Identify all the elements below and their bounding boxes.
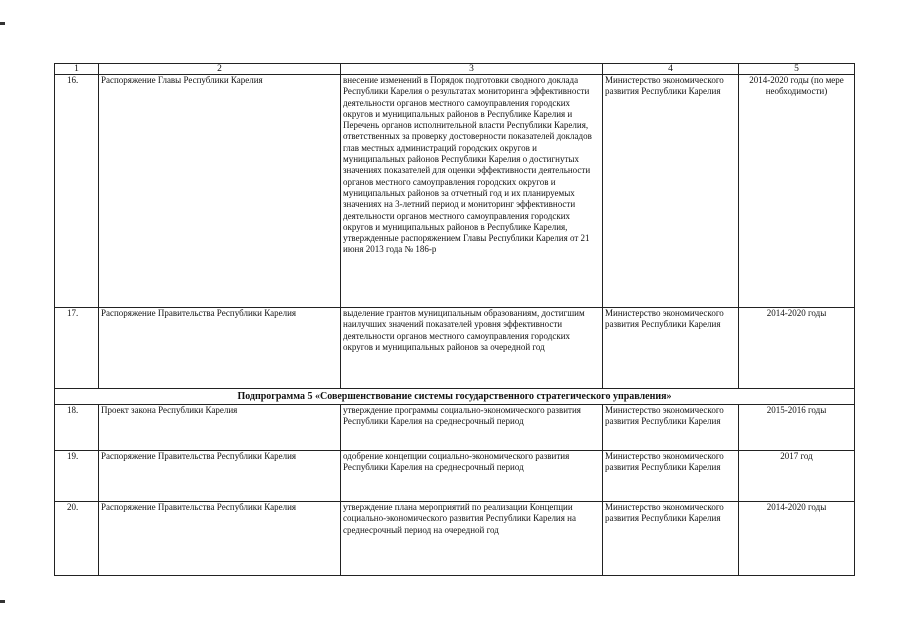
table-row bbox=[55, 308, 855, 389]
row-number: 19. bbox=[55, 451, 99, 502]
term: 2014-2020 годы (по мере необходимости) bbox=[739, 75, 855, 308]
header-cell: 2 bbox=[99, 64, 341, 75]
term: 2014-2020 годы bbox=[739, 308, 855, 389]
table-row bbox=[55, 502, 855, 576]
scan-margin-mark bbox=[0, 600, 5, 603]
row-number: 18. bbox=[55, 405, 99, 451]
executor: Министерство экономического развития Республики Карелия bbox=[603, 75, 739, 308]
executor: Министерство экономического развития Республики Карелия bbox=[603, 405, 739, 451]
document-type: Распоряжение Правительства Республики Карелия bbox=[99, 502, 341, 576]
table-row bbox=[55, 75, 855, 308]
row-number: 17. bbox=[55, 308, 99, 389]
document-type: Распоряжение Главы Республики Карелия bbox=[99, 75, 341, 308]
header-cell: 4 bbox=[603, 64, 739, 75]
table-row bbox=[55, 405, 855, 451]
header-cell: 3 bbox=[341, 64, 603, 75]
row-number: 16. bbox=[55, 75, 99, 308]
executor: Министерство экономического развития Республики Карелия bbox=[603, 502, 739, 576]
measure-content: выделение грантов муниципальным образованиям, достигшим наилучших значений показателей уровня эффективности деятельности органов местного самоуправления городских округов и муниципальных районов за очередной год bbox=[341, 308, 603, 389]
table-row bbox=[55, 451, 855, 502]
document-type: Распоряжение Правительства Республики Карелия bbox=[99, 451, 341, 502]
term: 2015-2016 годы bbox=[739, 405, 855, 451]
table-header-row bbox=[55, 64, 855, 75]
measure-content: одобрение концепции социально-экономического развития Республики Карелия на среднесрочный период bbox=[341, 451, 603, 502]
measure-content: внесение изменений в Порядок подготовки сводного доклада Республики Карелия о результатах мониторинга эффективности деятельности органов местного самоуправления городских округов и муниципальных районов в Республике Карелия и Перечень органов исполнительной власти Республики Карелия, ответственных за проверку достоверности показателей докладов глав местных администраций городских округов и муниципальных районов Республики Карелия о достигнутых значениях показателей для оценки эффективности деятельности органов местного самоуправления городских округов и муниципальных районов за отчетный год и их планируемых значениях на 3-летний период и мониторинг эффективности деятельности органов местного самоуправления городских округов и муниципальных районов в Республике Карелия, утвержденные распоряжением Главы Республики Карелия от 21 июня 2013 года № 186-р bbox=[341, 75, 603, 308]
executor: Министерство экономического развития Республики Карелия bbox=[603, 451, 739, 502]
document-type: Проект закона Республики Карелия bbox=[99, 405, 341, 451]
measure-content: утверждение программы социально-экономического развития Республики Карелия на среднесрочный период bbox=[341, 405, 603, 451]
term: 2017 год bbox=[739, 451, 855, 502]
document-type: Распоряжение Правительства Республики Карелия bbox=[99, 308, 341, 389]
scan-margin-mark bbox=[0, 22, 5, 25]
header-cell: 1 bbox=[55, 64, 99, 75]
term: 2014-2020 годы bbox=[739, 502, 855, 576]
measures-table bbox=[54, 63, 855, 576]
executor: Министерство экономического развития Республики Карелия bbox=[603, 308, 739, 389]
section-row bbox=[55, 389, 855, 405]
header-cell: 5 bbox=[739, 64, 855, 75]
measure-content: утверждение плана мероприятий по реализации Концепции социально-экономического развития Республики Карелия на среднесрочный период на очередной год bbox=[341, 502, 603, 576]
section-title: Подпрограмма 5 «Совершенствование системы государственного стратегического управления» bbox=[55, 389, 855, 405]
row-number: 20. bbox=[55, 502, 99, 576]
